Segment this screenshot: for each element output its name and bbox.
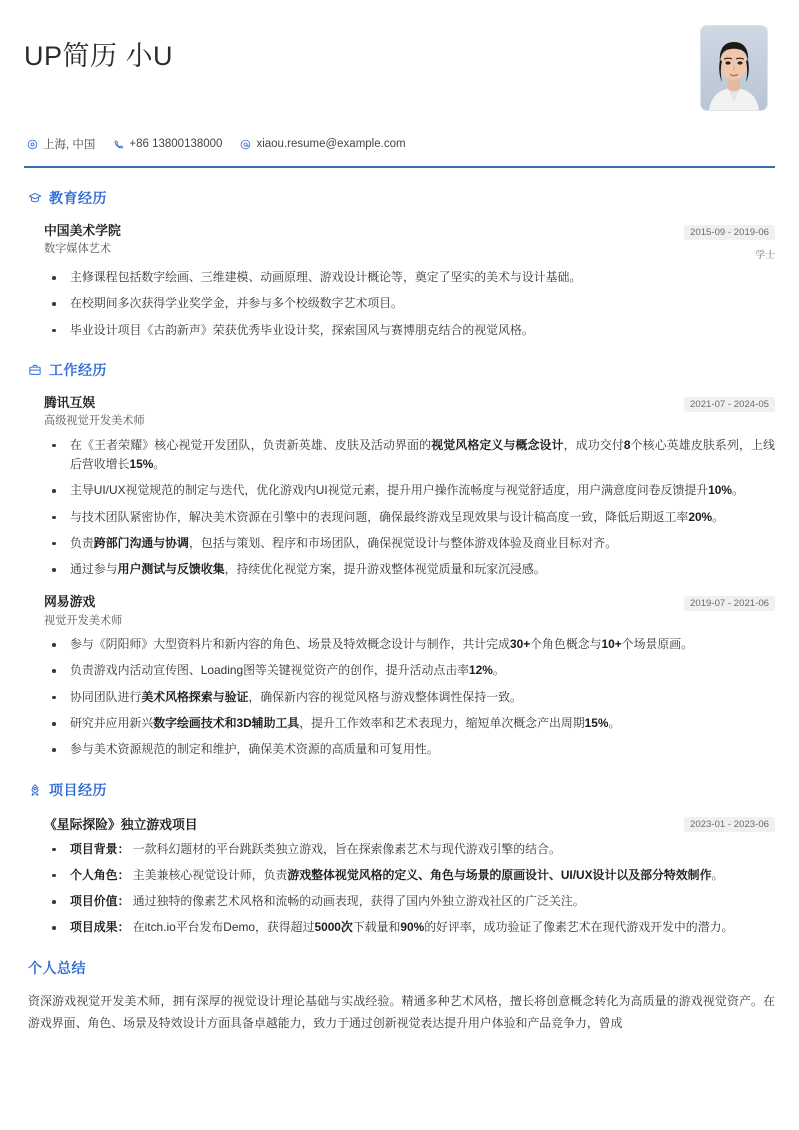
work-entry-meta <box>670 593 775 611</box>
body-text: 参与《阴阳师》大型资料片和新内容的角色、场景及特效概念设计与制作，共计完成 <box>70 637 510 652</box>
job-title: 高级视觉开发美术师 <box>44 415 145 428</box>
company-name: 腾讯互娱 <box>44 394 96 410</box>
project-name: 《星际探险》独立游戏项目 <box>44 816 198 832</box>
project-entry-head <box>44 814 775 833</box>
work-entry <box>24 394 775 580</box>
body-text: 。 <box>608 716 621 731</box>
body-text: 。 <box>731 483 744 498</box>
date-badge: 2021-07 - 2024-05 <box>684 397 775 412</box>
section-work <box>24 360 775 760</box>
body-text: 通过参与 <box>70 562 118 577</box>
date-badge: 2015-09 - 2019-06 <box>684 225 775 240</box>
work-entry-main <box>44 394 145 429</box>
education-bullets <box>44 268 775 340</box>
section-header-projects <box>24 780 775 800</box>
emphasis-text: 15% <box>129 456 154 471</box>
project-entry <box>24 814 775 938</box>
list-item <box>44 892 775 911</box>
emphasis-text: 数字绘画技术和3D辅助工具 <box>153 716 300 731</box>
list-item <box>44 534 775 553</box>
emphasis-text: 90% <box>400 920 425 935</box>
school-name: 中国美术学院 <box>44 223 121 238</box>
work-entry-main <box>44 593 122 628</box>
list-item <box>44 661 775 680</box>
body-text: 。 <box>153 456 166 471</box>
body-text: 在itch.io平台发布Demo，获得超过 <box>129 920 315 935</box>
summary-text: 资深游戏视觉开发美术师，拥有深厚的视觉设计理论基础与实战经验。精通多种艺术风格，擅长将创意概念转化为高质量的游戏视觉资产。在游戏界面、角色、场景及特效设计方面具备卓越能力，致力于通过创新视觉表达提升用户体验和产品竞争力，曾成 <box>28 993 775 1031</box>
body-text: 负责 <box>70 535 94 550</box>
body-text: 在《王者荣耀》核心视觉开发团队，负责新英雄、皮肤及活动界面的 <box>70 437 432 452</box>
avatar <box>701 26 767 110</box>
header-left <box>24 26 173 72</box>
briefcase-icon <box>28 363 42 377</box>
education-entry-main <box>44 222 121 257</box>
emphasis-text: 30+ <box>509 637 531 652</box>
body-text: 的好评率，成功验证了像素艺术在现代游戏开发中的潜力。 <box>424 920 734 935</box>
emphasis-text: 8 <box>623 437 631 452</box>
body-text: ，确保新内容的视觉风格与游戏整体调性保持一致。 <box>248 689 522 704</box>
contact-email-text: xiaou.resume@example.com <box>256 138 406 150</box>
emphasis-text: 用户测试与反馈收集 <box>117 562 225 577</box>
section-title-projects: 项目经历 <box>49 781 107 798</box>
work-entry-meta <box>670 394 775 412</box>
body-text: 下载量和 <box>352 920 401 935</box>
work-bullets <box>44 436 775 580</box>
body-text: 一款科幻题材的平台跳跃类独立游戏，旨在探索像素艺术与现代游戏引擎的结合。 <box>129 841 561 856</box>
emphasis-text: 美术风格探索与验证 <box>141 689 249 704</box>
body-text: 。 <box>711 867 724 882</box>
graduation-cap-icon <box>28 191 42 205</box>
emphasis-text: 15% <box>584 716 609 731</box>
section-title-summary: 个人总结 <box>28 959 86 976</box>
body-text: ，持续优化视觉方案，提升游戏整体视觉质量和玩家沉浸感。 <box>224 562 546 577</box>
project-bullets <box>44 840 775 938</box>
body-text: 主美兼核心视觉设计师，负责 <box>129 867 288 882</box>
emphasis-text: 游戏整体视觉风格的定义、角色与场景的原画设计、UI/UX设计以及部分特效制作 <box>287 867 712 882</box>
section-title-work: 工作经历 <box>49 361 107 378</box>
list-item <box>44 635 775 654</box>
section-header-work <box>24 360 775 380</box>
at-sign-icon <box>240 139 251 150</box>
resume-header <box>24 26 775 110</box>
body-text: 通过独特的像素艺术风格和流畅的动画表现，获得了国内外独立游戏社区的广泛关注。 <box>129 894 585 909</box>
emphasis-text: 12% <box>469 663 493 678</box>
job-title: 视觉开发美术师 <box>44 614 123 627</box>
body-text: 个核心英雄皮肤系列，上线后营收增长 <box>70 437 775 471</box>
contact-phone <box>113 138 222 150</box>
emphasis-text: 视觉风格定义与概念设计 <box>431 437 564 452</box>
list-item <box>44 560 775 579</box>
emphasis-text: 项目价值： <box>70 894 130 909</box>
education-entry <box>24 222 775 340</box>
body-text: ，提升工作效率和艺术表现力，缩短单次概念产出周期 <box>299 716 585 731</box>
section-header-summary <box>24 958 775 978</box>
body-text: 个场景原画。 <box>621 637 694 652</box>
body-text: 研究并应用新兴 <box>70 716 154 731</box>
emphasis-text: 5000次 <box>314 920 353 935</box>
emphasis-text: 10+ <box>601 637 622 652</box>
section-header-education <box>24 188 775 208</box>
phone-icon <box>113 139 124 150</box>
list-item: 主修课程包括数字绘画、三维建模、动画原理、游戏设计概论等，奠定了坚实的美术与设计基础。 <box>44 268 775 287</box>
list-item <box>44 436 775 475</box>
body-text: 负责游戏内活动宣传图、Loading图等关键视觉资产的创作，提升活动点击率 <box>70 663 470 678</box>
work-entry-head <box>44 394 775 429</box>
emphasis-text: 项目成果： <box>70 920 130 935</box>
list-item <box>44 840 775 859</box>
list-item: 在校期间多次获得学业奖学金，并参与多个校级数字艺术项目。 <box>44 294 775 313</box>
education-entry-meta <box>670 222 775 261</box>
contact-location <box>27 136 95 152</box>
emphasis-text: 个人角色： <box>70 867 130 882</box>
list-item <box>44 918 775 937</box>
body-text: ，包括与策划、程序和市场团队，确保视觉设计与整体游戏体验及商业目标对齐。 <box>188 535 618 550</box>
date-badge: 2023-01 - 2023-06 <box>684 817 775 832</box>
education-entry-head <box>44 222 775 261</box>
emphasis-text: 跨部门沟通与协调 <box>93 535 189 550</box>
body-text: 参与美术资源规范的制定和维护，确保美术资源的高质量和可复用性。 <box>70 742 439 757</box>
header-divider <box>24 166 775 168</box>
body-text: ，成功交付 <box>563 437 624 452</box>
rocket-icon <box>28 783 42 797</box>
major-name: 数字媒体艺术 <box>44 243 112 256</box>
body-text: 个角色概念与 <box>530 637 602 652</box>
location-pin-icon <box>27 139 38 150</box>
body-text: 主导UI/UX视觉规范的制定与迭代，优化游戏内UI视觉元素，提升用户操作流畅度与视觉舒适度，用户满意度问卷反馈提升 <box>70 483 709 498</box>
list-item <box>44 866 775 885</box>
body-text: 协同团队进行 <box>70 689 142 704</box>
list-item <box>44 740 775 759</box>
list-item: 毕业设计项目《古韵新声》荣获优秀毕业设计奖，探索国风与赛博朋克结合的视觉风格。 <box>44 321 775 340</box>
list-item <box>44 508 775 527</box>
body-text: 。 <box>712 509 725 524</box>
list-item <box>44 688 775 707</box>
work-entry <box>24 593 775 759</box>
emphasis-text: 20% <box>688 509 713 524</box>
project-entry-meta <box>670 814 775 832</box>
body-text: 。 <box>492 663 505 678</box>
list-item <box>44 481 775 500</box>
section-projects <box>24 780 775 938</box>
section-education <box>24 188 775 340</box>
contact-email <box>240 138 405 150</box>
contact-phone-text: +86 13800138000 <box>129 138 223 150</box>
contact-bar <box>24 136 775 152</box>
work-bullets <box>44 635 775 759</box>
work-entry-head <box>44 593 775 628</box>
emphasis-text: 项目背景： <box>70 841 130 856</box>
section-summary <box>24 958 775 1035</box>
body-text: 与技术团队紧密协作，解决美术资源在引擎中的表现问题，确保最终游戏呈现效果与设计稿高度一致，降低后期返工率 <box>70 509 689 524</box>
degree-label: 学士 <box>755 250 775 261</box>
contact-location-text: 上海, 中国 <box>43 139 96 151</box>
date-badge: 2019-07 - 2021-06 <box>684 596 775 611</box>
company-name: 网易游戏 <box>44 594 96 610</box>
emphasis-text: 10% <box>708 483 732 498</box>
section-title-education: 教育经历 <box>49 190 107 206</box>
list-item <box>44 714 775 733</box>
page-title: UP简历 小U <box>24 41 174 71</box>
